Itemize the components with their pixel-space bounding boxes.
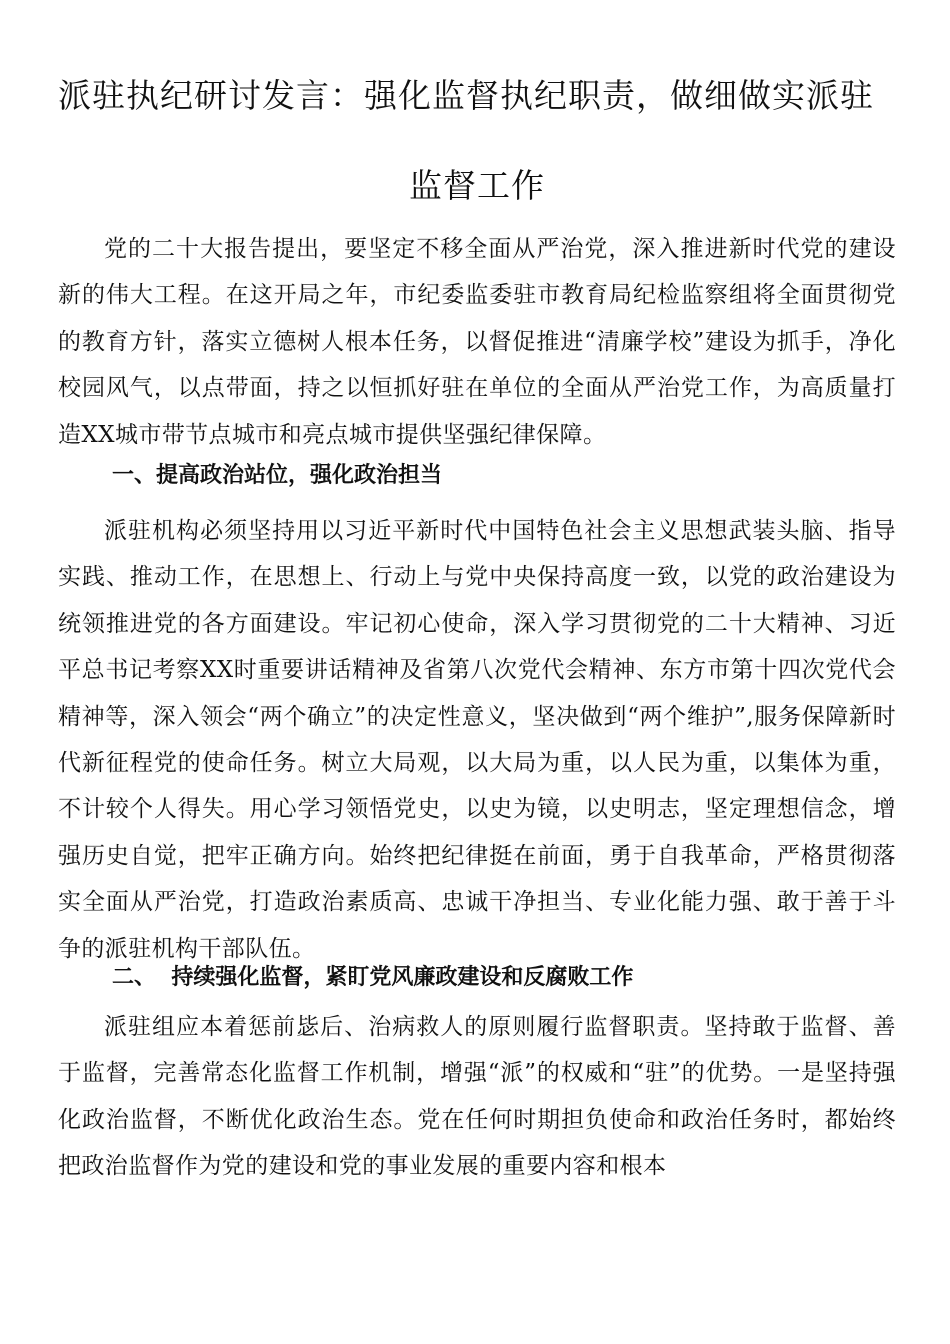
document-title-line-1: 派驻执纪研讨发言：强化监督执纪职责，做细做实派驻 <box>58 76 874 115</box>
paragraph-section-2: 派驻组应本着惩前毖后、治病救人的原则履行监督职责。坚持敢于监督、善于监督，完善常态化监督工作机制，增强“派”的权威和“驻”的优势。一是坚持强化政治监督，不断优化政治生态。党在任何时期担负使命和政治任务时，都始终把政治监督作为党的建设和党的事业发展的重要内容和根本 <box>58 1014 896 1180</box>
section-heading-1: 一、提高政治站位，强化政治担当 <box>112 463 443 488</box>
section-heading-2: 二、 持续强化监督，紧盯党风廉政建设和反腐败工作 <box>112 965 634 990</box>
paragraph-section-1: 派驻机构必须坚持用以习近平新时代中国特色社会主义思想武装头脑、指导实践、推动工作，在思想上、行动上与党中央保持高度一致，以党的政治建设为统领推进党的各方面建设。牢记初心使命，深入学习贯彻党的二十大精神、习近平总书记考察XX时重要讲话精神及省第八次党代会精神、东方市第十四次党代会精神等，深入领会“两个确立”的决定性意义，坚决做到“两个维护”,服务保障新时代新征程党的使命任务。树立大局观，以大局为重，以人民为重，以集体为重，不计较个人得失。用心学习领悟党史，以史为镜，以史明志，坚定理想信念，增强历史自觉，把牢正确方向。始终把纪律挺在前面，勇于自我革命，严格贯彻落实全面从严治党，打造政治素质高、忠诚干净担当、专业化能力强、敢于善于斗争的派驻机构干部队伍。 <box>58 518 896 962</box>
paragraph-intro: 党的二十大报告提出，要坚定不移全面从严治党，深入推进新时代党的建设新的伟大工程。在这开局之年，市纪委监委驻市教育局纪检监察组将全面贯彻党的教育方针，落实立德树人根本任务，以督促推进“清廉学校”建设为抓手，净化校园风气，以点带面，持之以恒抓好驻在单位的全面从严治党工作，为高质量打造XX城市带节点城市和亮点城市提供坚强纪律保障。 <box>58 236 896 448</box>
document-title-line-2: 监督工作 <box>409 166 545 205</box>
